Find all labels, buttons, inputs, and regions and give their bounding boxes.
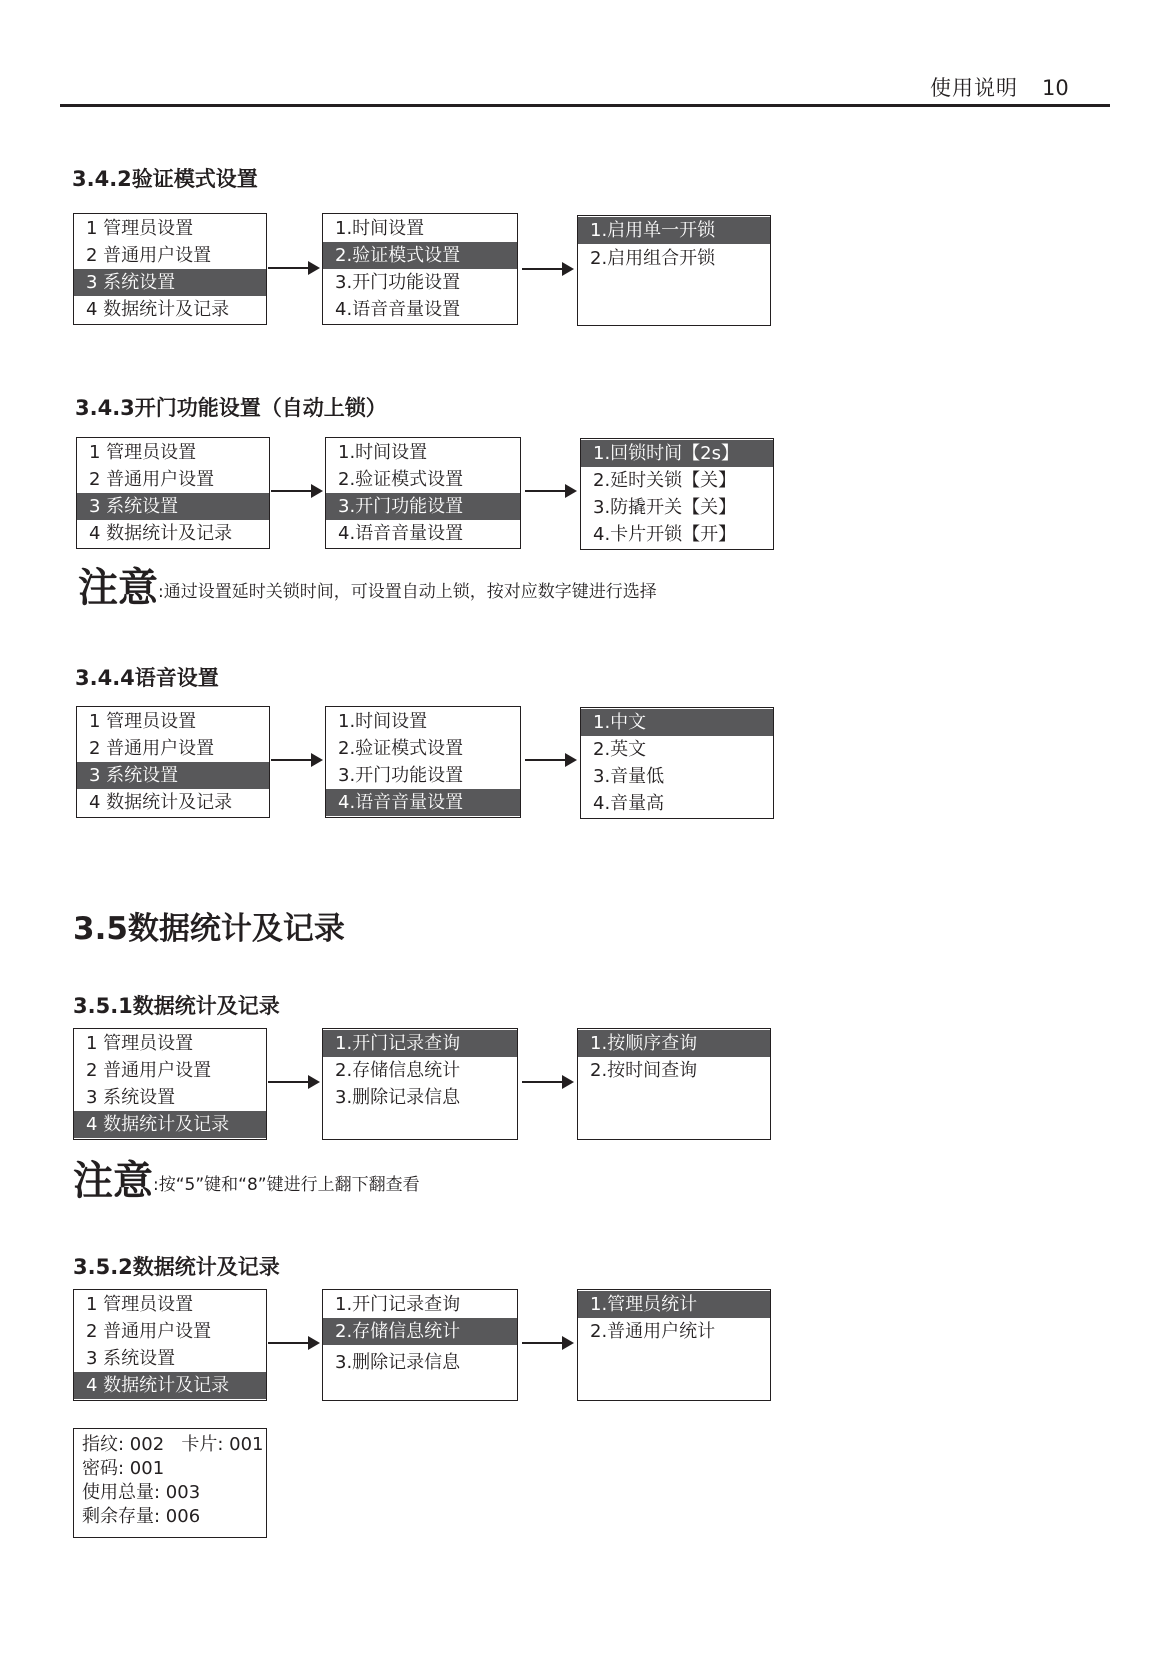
menu-item: 2.普通用户统计 [590,1321,716,1342]
menu-item: 4.卡片开锁【开】 [593,524,737,545]
menu-item: 2 普通用户设置 [86,1321,212,1342]
stat-row [82,1433,263,1457]
menu-item: 4 数据统计及记录 [86,299,230,320]
menu-item-selected: 2.验证模式设置 [323,242,517,269]
header-title: 使用说明 [930,76,1018,100]
menu-item: 1.时间设置 [338,711,428,732]
menu-item-selected: 3 系统设置 [74,269,266,296]
menu-item: 2 普通用户设置 [86,245,212,266]
menu-item: 4 数据统计及记录 [89,523,233,544]
menu-item: 2.存储信息统计 [335,1060,461,1081]
menu-item: 2 普通用户设置 [86,1060,212,1081]
menu-item: 1.时间设置 [338,442,428,463]
main-menu-box [73,1028,267,1140]
menu-item-selected: 4 数据统计及记录 [74,1111,266,1138]
menu-item-selected: 1.管理员统计 [578,1291,770,1318]
data-menu-box [322,1289,518,1401]
menu-item: 1.开门记录查询 [335,1294,461,1315]
statistics-display-box [73,1428,267,1538]
menu-item: 3.开门功能设置 [335,272,461,293]
menu-item-selected: 1.中文 [581,709,773,736]
system-menu-box [322,213,518,325]
menu-item: 1 管理员设置 [86,218,194,239]
system-menu-box [325,437,521,549]
stat-remaining: 剩余存量: 006 [82,1506,201,1527]
menu-item: 1 管理员设置 [89,711,197,732]
arrow-right-icon [522,1342,572,1344]
section-title-3-5: 3.5数据统计及记录 [73,911,345,947]
menu-item: 3.音量低 [593,766,665,787]
main-menu-box [76,437,270,549]
menu-item: 2 普通用户设置 [89,469,215,490]
menu-item: 3.删除记录信息 [335,1087,461,1108]
menu-item: 4.音量高 [593,793,665,814]
main-menu-box [73,1289,267,1401]
menu-item: 3.防撬开关【关】 [593,497,737,518]
menu-item-selected: 4.语音音量设置 [326,789,520,816]
menu-item: 1.时间设置 [335,218,425,239]
page-header [930,72,1069,102]
main-menu-box [76,706,270,818]
menu-item-selected: 3 系统设置 [77,493,269,520]
section-title-3-4-3: 3.4.3开门功能设置（自动上锁） [75,396,387,420]
menu-item: 4.语音音量设置 [335,299,461,320]
verify-mode-box [577,215,771,326]
note [78,556,657,613]
section-title-3-5-2: 3.5.2数据统计及记录 [73,1255,280,1279]
menu-item-selected: 1.启用单一开锁 [578,217,770,244]
menu-item: 4.语音音量设置 [338,523,464,544]
menu-item: 2.验证模式设置 [338,738,464,759]
menu-item: 2.按时间查询 [590,1060,698,1081]
statistics-options-box [577,1289,771,1401]
note-label: 注意 [78,565,158,611]
menu-item: 3 系统设置 [86,1348,176,1369]
menu-item: 1 管理员设置 [89,442,197,463]
arrow-right-icon [268,1342,318,1344]
arrow-right-icon [525,490,575,492]
stat-card: 卡片: 001 [181,1434,264,1455]
data-menu-box [322,1028,518,1140]
section-title-3-5-1: 3.5.1数据统计及记录 [73,994,280,1018]
arrow-right-icon [522,1081,572,1083]
menu-item-selected: 3.开门功能设置 [326,493,520,520]
menu-item-selected: 1.按顺序查询 [578,1030,770,1057]
system-menu-box [325,706,521,818]
menu-item-selected: 1.回锁时间【2s】 [581,440,773,467]
arrow-right-icon [522,268,572,270]
menu-item: 1 管理员设置 [86,1033,194,1054]
section-title-3-4-2: 3.4.2验证模式设置 [72,167,258,191]
menu-item: 4 数据统计及记录 [89,792,233,813]
menu-item-selected: 4 数据统计及记录 [74,1372,266,1399]
stat-password: 密码: 001 [82,1458,165,1479]
menu-item: 2.启用组合开锁 [590,248,716,269]
menu-item: 2.英文 [593,739,647,760]
menu-item: 1 管理员设置 [86,1294,194,1315]
note-label: 注意 [73,1158,153,1204]
stat-total-used: 使用总量: 003 [82,1482,201,1503]
menu-item: 2.延时关锁【关】 [593,470,737,491]
menu-item: 3.删除记录信息 [335,1352,461,1373]
arrow-right-icon [271,490,321,492]
arrow-right-icon [271,759,321,761]
menu-item-selected: 1.开门记录查询 [323,1030,517,1057]
menu-item: 3 系统设置 [86,1087,176,1108]
arrow-right-icon [525,759,575,761]
section-title-3-4-4: 3.4.4语音设置 [75,666,219,690]
voice-settings-box [580,707,774,819]
stat-fingerprint: 指纹: 002 [82,1434,165,1455]
note [73,1149,420,1206]
header-rule [60,104,1110,107]
arrow-right-icon [268,267,318,269]
page-number: 10 [1042,76,1069,100]
query-options-box [577,1028,771,1140]
menu-item-selected: 2.存储信息统计 [323,1318,517,1345]
menu-item-selected: 3 系统设置 [77,762,269,789]
note-text: :通过设置延时关锁时间，可设置自动上锁，按对应数字键进行选择 [158,582,657,602]
note-text: :按“5”键和“8”键进行上翻下翻查看 [153,1175,420,1195]
arrow-right-icon [268,1081,318,1083]
menu-item: 2 普通用户设置 [89,738,215,759]
door-function-box [580,438,774,550]
menu-item: 3.开门功能设置 [338,765,464,786]
menu-item: 2.验证模式设置 [338,469,464,490]
main-menu-box [73,213,267,325]
